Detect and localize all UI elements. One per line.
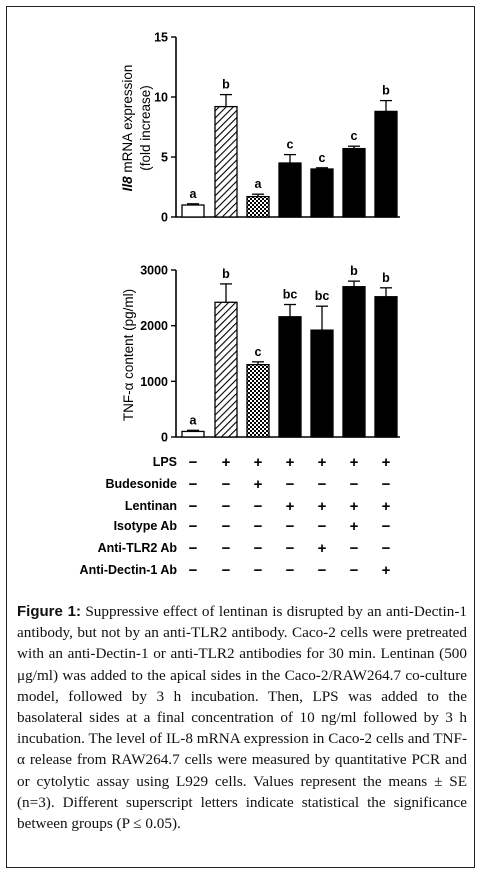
treatment-table xyxy=(80,454,391,579)
minus-mark: − xyxy=(188,518,198,535)
minus-mark: − xyxy=(285,540,295,557)
plus-mark: + xyxy=(349,518,359,535)
plus-mark: + xyxy=(285,498,295,515)
minus-mark: − xyxy=(349,562,359,579)
bar xyxy=(375,297,397,437)
minus-mark: − xyxy=(349,540,359,557)
il8-y-axis-label-line2: (fold increase) xyxy=(138,85,153,171)
minus-mark: − xyxy=(188,562,198,579)
plus-mark: + xyxy=(349,498,359,515)
il8-y-axis-label: Il8 mRNA expression xyxy=(120,64,135,192)
significance-letter: b xyxy=(222,266,230,281)
caption-text: Suppressive effect of lentinan is disrupted by an anti-Dectin-1 antibody, but not by an anti-TLR2 antibody. Caco-2 cells were pretreated with an anti-Dectin-1 or anti-TLR2 antibodies for 30 min. Lentinan (500 μg/ml) was added to the apical sides in the Caco-2/RAW264.7 co-culture model, followed by 3 h incubation. Then, LPS was added to the basolateral sides at a final concentration of 10 ng/ml followed by 3 h incubation. The level of IL-8 mRNA expression in Caco-2 cells and TNF-α release from RAW264.7 cells were measured by quantitative PCR and or cytolytic assay using L929 cells. Values represent the means ± SE (n=3). Different superscript letters indicate statistical the significance between groups (P ≤ 0.05). xyxy=(17,603,467,833)
y-tick-label: 2000 xyxy=(140,319,168,334)
bar xyxy=(311,169,333,217)
plus-mark: + xyxy=(317,454,327,471)
plus-mark: + xyxy=(317,540,327,557)
tnf-y-axis-label: TNF-α content (pg/ml) xyxy=(121,288,136,422)
minus-mark: − xyxy=(285,518,295,535)
minus-mark: − xyxy=(221,562,231,579)
bar xyxy=(215,107,237,217)
minus-mark: − xyxy=(349,476,359,493)
y-tick-label: 1000 xyxy=(140,374,168,389)
significance-letter: a xyxy=(189,186,197,201)
plus-mark: + xyxy=(221,454,231,471)
bar xyxy=(279,163,301,217)
minus-mark: − xyxy=(285,476,295,493)
minus-mark: − xyxy=(317,562,327,579)
bar xyxy=(343,149,365,217)
minus-mark: − xyxy=(221,540,231,557)
minus-mark: − xyxy=(253,540,263,557)
minus-mark: − xyxy=(188,454,198,471)
significance-letter: b xyxy=(382,83,390,98)
treatment-label: Anti-TLR2 Ab xyxy=(97,541,177,555)
minus-mark: − xyxy=(381,540,391,557)
plus-mark: + xyxy=(253,454,263,471)
significance-letter: a xyxy=(189,413,197,428)
minus-mark: − xyxy=(188,540,198,557)
y-tick-label: 0 xyxy=(161,210,168,225)
significance-letter: c xyxy=(350,129,358,144)
plus-mark: + xyxy=(381,454,391,471)
bar xyxy=(311,330,333,437)
significance-letter: b xyxy=(382,270,390,285)
bar xyxy=(182,431,204,437)
bar xyxy=(375,111,397,217)
minus-mark: − xyxy=(381,518,391,535)
y-tick-label: 3000 xyxy=(140,263,168,278)
y-tick-label: 15 xyxy=(154,30,168,45)
plus-mark: + xyxy=(349,454,359,471)
minus-mark: − xyxy=(381,476,391,493)
figure-caption xyxy=(17,601,467,834)
bar xyxy=(247,365,269,437)
treatment-label: Isotype Ab xyxy=(113,519,177,533)
bar xyxy=(182,205,204,217)
significance-letter: b xyxy=(350,264,358,279)
il8-panel xyxy=(120,31,400,225)
significance-letter: c xyxy=(254,344,262,359)
bar xyxy=(215,302,237,437)
plus-mark: + xyxy=(317,498,327,515)
treatment-label: Anti-Dectin-1 Ab xyxy=(79,563,177,577)
significance-letter: c xyxy=(318,150,326,165)
minus-mark: − xyxy=(188,476,198,493)
caption-label: Figure 1: xyxy=(17,603,81,620)
minus-mark: − xyxy=(188,498,198,515)
minus-mark: − xyxy=(253,562,263,579)
y-tick-label: 5 xyxy=(161,150,168,165)
bar xyxy=(279,317,301,437)
bar xyxy=(343,287,365,437)
plus-mark: + xyxy=(253,476,263,493)
significance-letter: bc xyxy=(314,289,330,304)
y-tick-label: 0 xyxy=(161,430,168,445)
significance-letter: b xyxy=(222,77,230,92)
plus-mark: + xyxy=(381,498,391,515)
treatment-label: Lentinan xyxy=(124,499,177,513)
tnf-panel xyxy=(121,264,400,445)
minus-mark: − xyxy=(221,476,231,493)
plus-mark: + xyxy=(285,454,295,471)
treatment-label: LPS xyxy=(152,455,177,469)
minus-mark: − xyxy=(221,518,231,535)
significance-letter: a xyxy=(254,177,262,192)
bar xyxy=(247,197,269,217)
significance-letter: c xyxy=(286,137,294,152)
treatment-label: Budesonide xyxy=(105,477,177,491)
significance-letter: bc xyxy=(282,287,298,302)
minus-mark: − xyxy=(253,518,263,535)
minus-mark: − xyxy=(285,562,295,579)
minus-mark: − xyxy=(317,518,327,535)
minus-mark: − xyxy=(221,498,231,515)
plus-mark: + xyxy=(381,562,391,579)
y-tick-label: 10 xyxy=(154,90,168,105)
minus-mark: − xyxy=(317,476,327,493)
minus-mark: − xyxy=(253,498,263,515)
